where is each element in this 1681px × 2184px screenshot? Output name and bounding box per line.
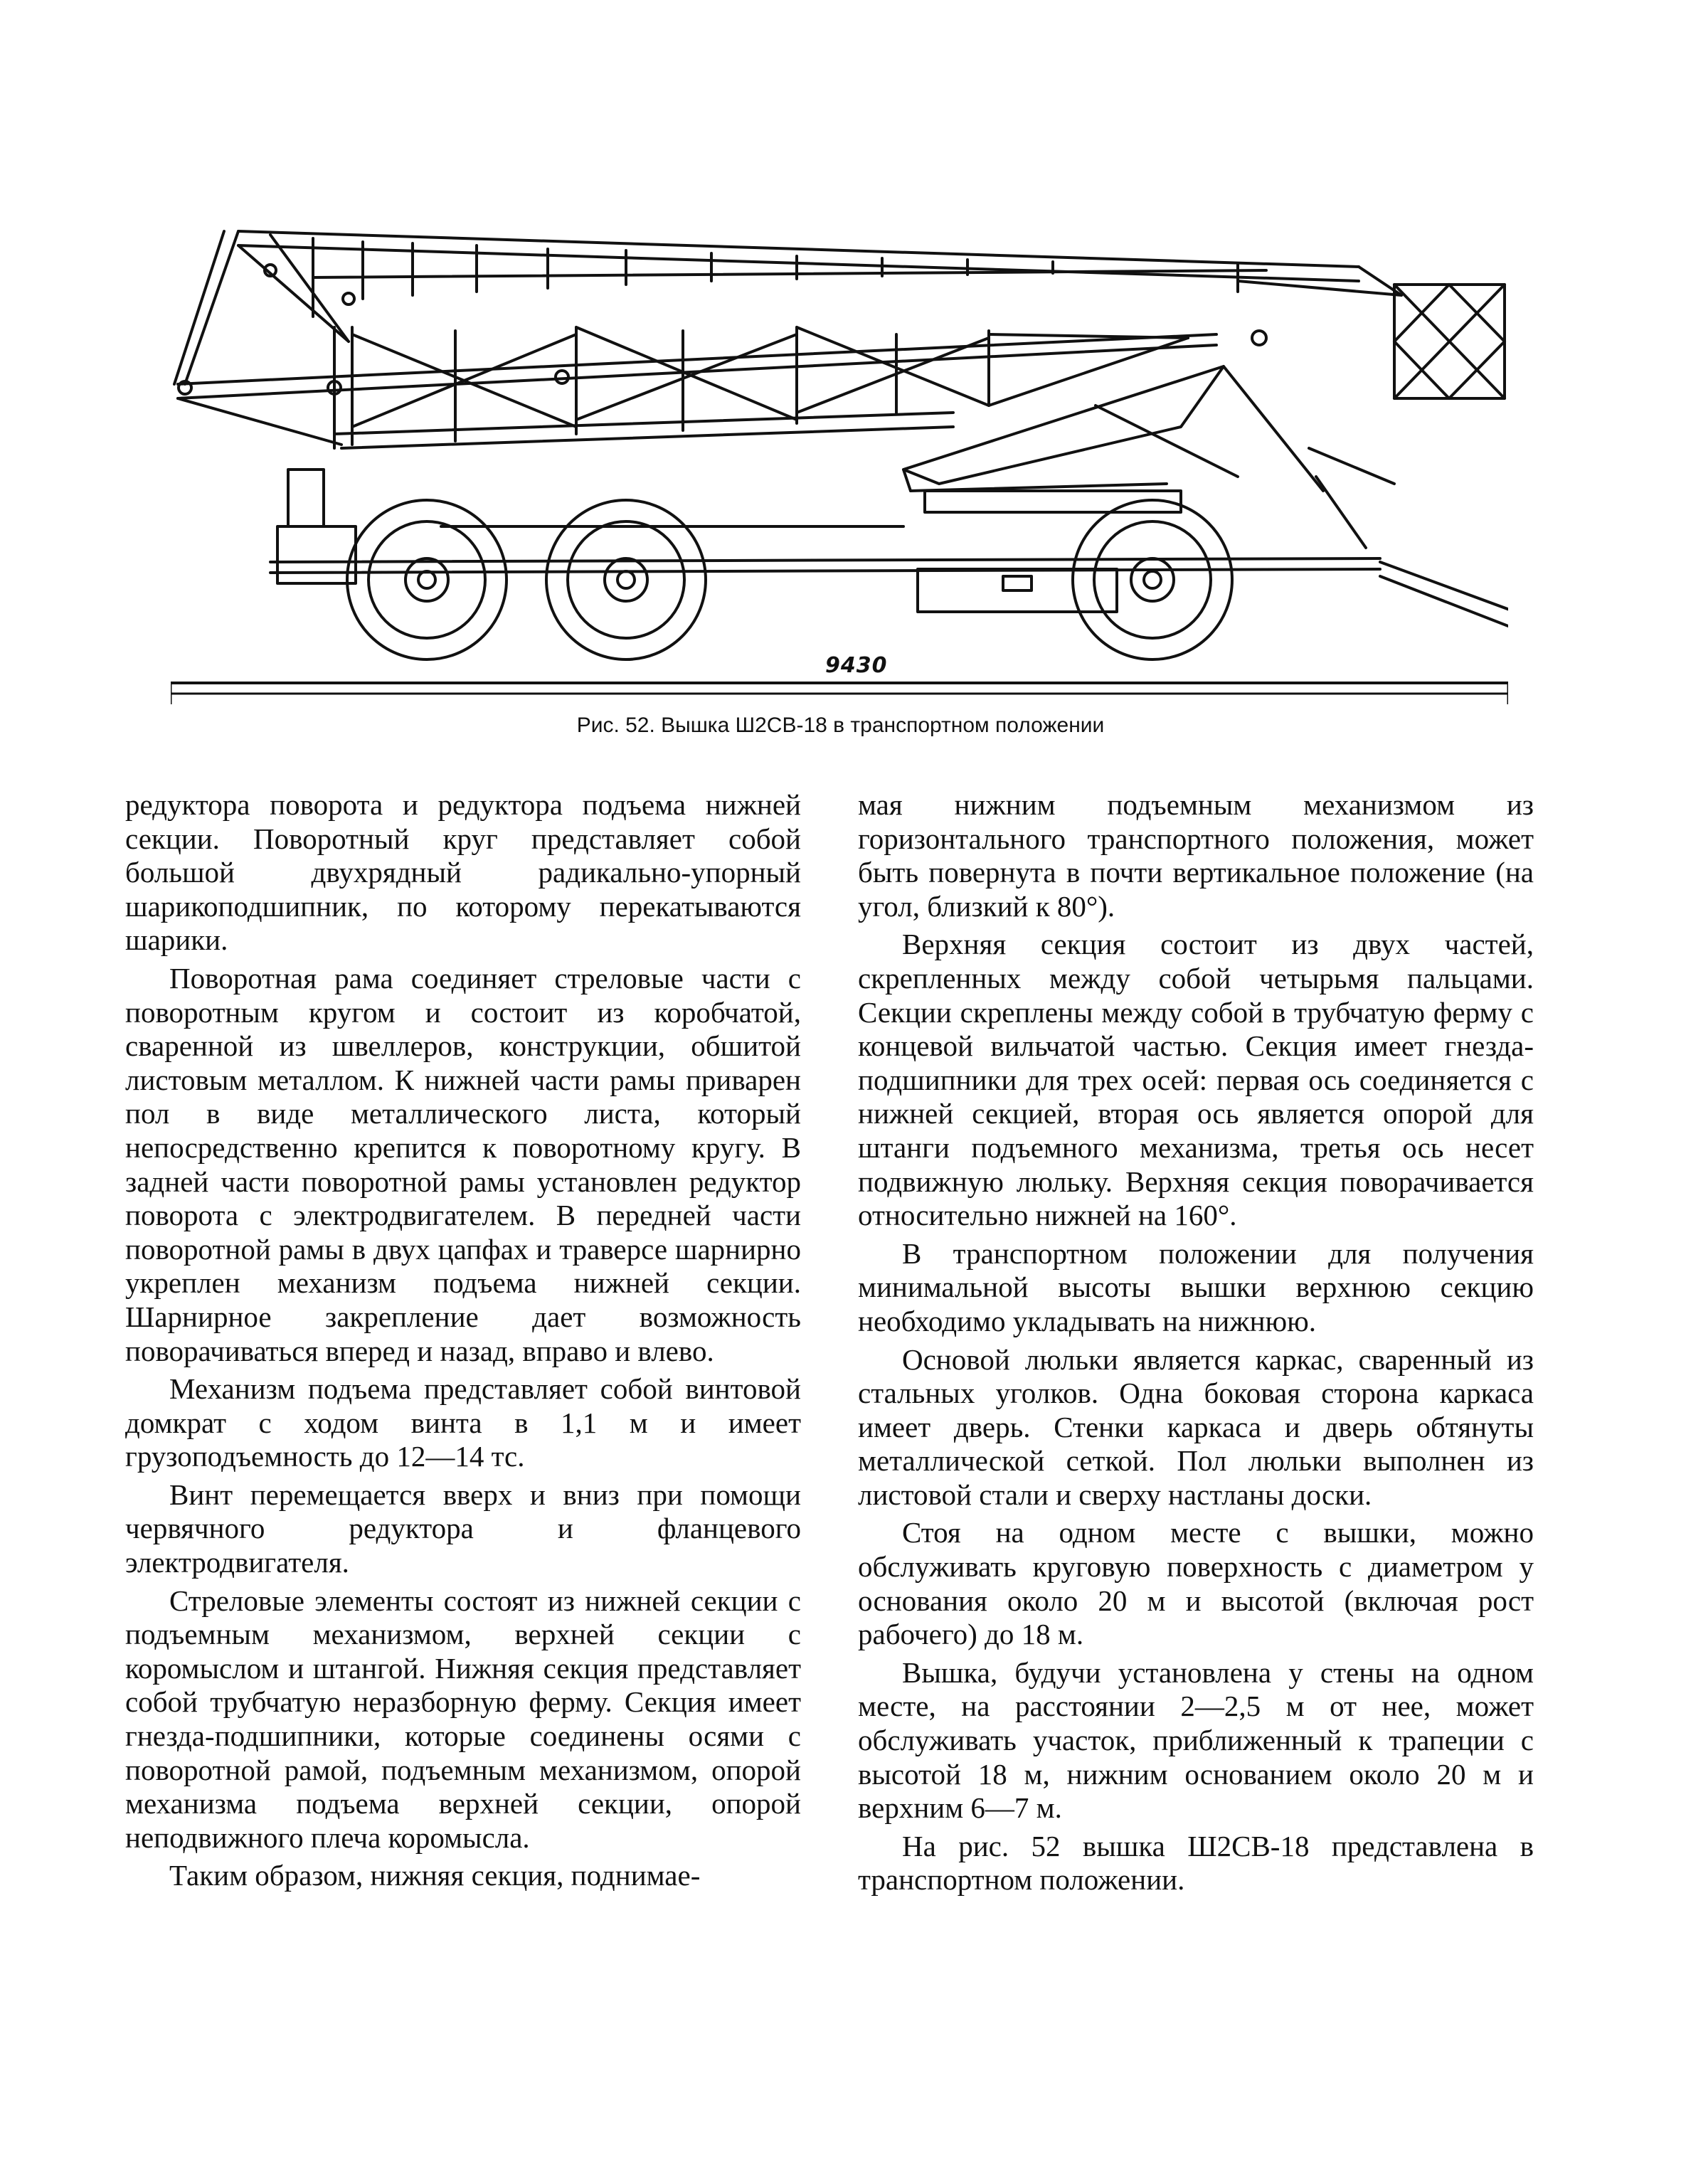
paragraph: редуктора поворота и редуктора подъема нижней секции. Поворотный круг представляет собой большой двухрядный радикально-упорный шарикоподшипник, по которому перекатываются шарики.	[125, 788, 801, 957]
turntable-frame	[903, 366, 1394, 512]
paragraph: В транспортном положении для получения минимальной высоты вышки верхнюю секцию необходимо укладывать на нижнюю.	[858, 1236, 1534, 1337]
paragraph: Верхняя секция состоит из двух частей, скрепленных между собой четырьмя пальцами. Секции скреплены между собой в трубчатую ферму с концевой вильчатой частью. Секция имеет гнезда-подшипники для трех осей: первая ось соединяется с нижней секцией, вторая ось является опорой для штанги подъемного механизма, третья ось несет подвижную люльку. Верхняя секция поворачивается относительно нижней на 160°.	[858, 928, 1534, 1232]
paragraph: Таким образом, нижняя секция, поднимае-	[169, 1859, 701, 1892]
figure-caption: Рис. 52. Вышка Ш2СВ-18 в транспортном положении	[576, 714, 1105, 737]
basket	[1394, 285, 1505, 398]
lower-boom	[178, 327, 1216, 448]
paragraph: Вышка, будучи установлена у стены на одном месте, на расстоянии 2—2,5 м от нее, может обслуживать участок, приближенный к трапеции с высотой 18 м, нижним основанием около 20 м и верхним 6—7 м.	[858, 1655, 1534, 1825]
tower-drawing	[171, 192, 1508, 704]
paragraph: На рис. 52 вышка Ш2СВ-18 представлена в транспортном положении.	[858, 1829, 1534, 1897]
dimension-label: 9430	[825, 653, 888, 678]
chassis	[171, 470, 1508, 683]
upper-boom	[174, 231, 1401, 384]
paragraph: Стреловые элементы состоят из нижней секции с подъемным механизмом, верхней секции с коромыслом и штангой. Нижняя секция представляет собой трубчатую неразборную ферму. Секция имеет гнезда-подшипники, которые соединены осями с поворотной рамой, подъемным механизмом, опорой механизма подъема верхней секции, опорой неподвижного плеча коромысла.	[125, 1584, 801, 1854]
paragraph: Основой люльки является каркас, сваренный из стальных уголков. Одна боковая сторона каркаса имеет дверь. Стенки каркаса и дверь обтянуты металлической сеткой. Пол люльки выполнен из листовой стали и сверху настланы доски.	[858, 1342, 1534, 1511]
paragraph: мая нижним подъемным механизмом из горизонтального транспортного положения, может быть повернута в почти вертикальное положение (на угол, близкий к 80°).	[858, 788, 1534, 923]
right-column	[858, 788, 1534, 1902]
dimension-line	[171, 683, 1508, 704]
wheel-2	[546, 500, 706, 659]
paragraph: Поворотная рама соединяет стреловые части с поворотным кругом и состоит из коробчатой, сваренной из швеллеров, конструкции, обшитой листовым металлом. К нижней части рамы приварен пол в виде металлического листа, который непосредственно крепится к поворотному кругу. В задней части поворотной рамы установлен редуктор поворота с электродвигателем. В передней части поворотной рамы в двух цапфах и траверсе шарнирно укреплен механизм подъема нижней секции. Шарнирное закрепление дает возможность поворачиваться вперед и назад, вправо и влево.	[125, 961, 801, 1367]
wheel-1	[347, 500, 507, 659]
wheel-3	[1073, 500, 1232, 659]
paragraph: Винт перемещается вверх и вниз при помощи червячного редуктора и фланцевого электродвигателя.	[125, 1478, 801, 1579]
paragraph: Стоя на одном месте с вышки, можно обслуживать круговую поверхность с диаметром у основания около 20 м и высотой (включая рост рабочего) до 18 м.	[858, 1516, 1534, 1651]
paragraph: Механизм подъема представляет собой винтовой домкрат с ходом винта в 1,1 м и имеет грузоподъемность до 12—14 тс.	[125, 1372, 801, 1473]
left-column	[125, 788, 801, 1897]
